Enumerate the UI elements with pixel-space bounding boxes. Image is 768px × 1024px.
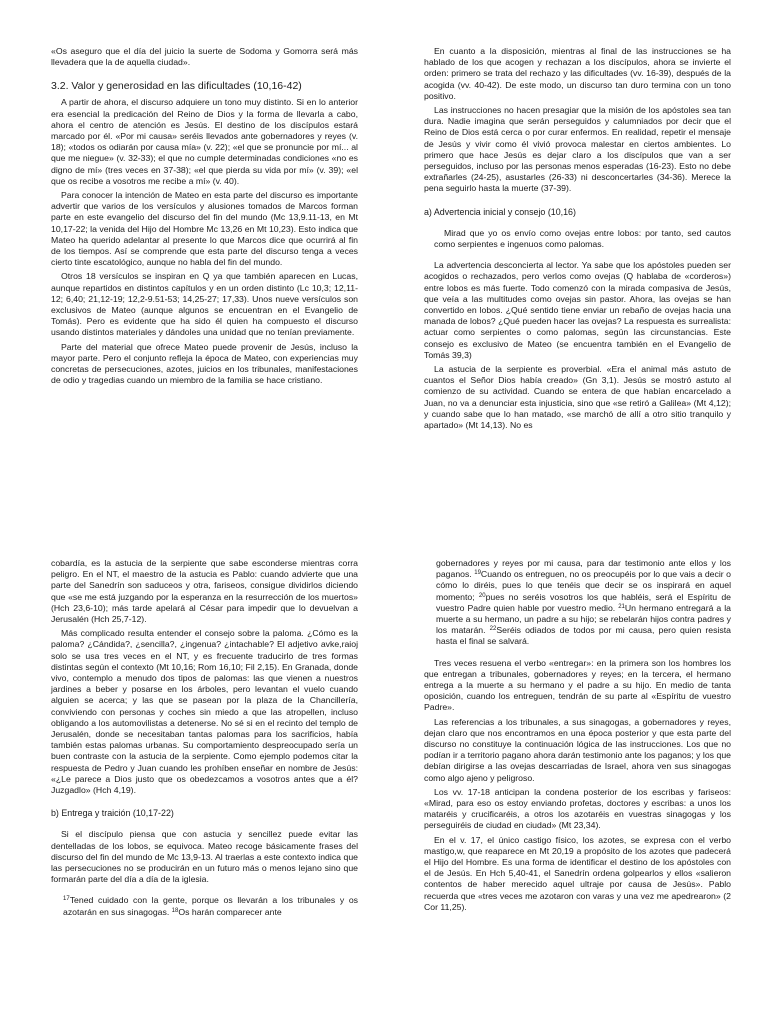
paragraph: La advertencia desconcierta al lector. Ya sabe que los apóstoles pueden ser acogidos o rechazados, pero verlos como ovejas (Q hablaba de «corderos») entre lobos es más fuerte. Todo comenzó con la mirada compasiva de Jesús, que veía a las multitudes como ovejas sin pastor. Ahora, las ovejas se han convertido en lobos. ¿Qué sentido tiene enviar un rebaño de ovejas hacia una manada de lobos? ¿Qué pueden hacer las ovejas? La respuesta es surrealista: actuar como serpientes o como palomas, según las circunstancias. Este consejo es exclusivo de Mateo (se encuentra también en el Evangelio de Tomás 39,3) — [424, 260, 731, 360]
paragraph: Para conocer la intención de Mateo en esta parte del discurso es importante advertir que varios de los versículos y alusiones tomados de Marcos forman parte en este evangelio del discurso del fin del mundo (Mc 13,9.11-13, en Mt 10,17-22; la venida del Hijo del Hombre Mc 13,26 en Mt 10,23). Esto indica que Mateo ha querido adelantar al presente lo que Marcos dice que ocurrirá al fin de los tiempos. Así se comprende que esta parte del discurso tenga a veces cierto tinte escatológico, aunque no habla del fin del mundo. — [51, 190, 358, 268]
paragraph: A partir de ahora, el discurso adquiere un tono muy distinto. Si en lo anterior era esencial la predicación del Reino de Dios y la forma de llevarla a cabo, ahora el centro de atención es Jesús. El destino de los discípulos estará marcado por él. «Por mi causa» seréis llevados ante gobernadores y reyes (v. 18); «todos os odiarán por causa mía» (v. 22); «el que se pronuncie por mí... al que me niegue» (v. 32-33); el que no cumple determinadas condiciones «no es digno de mí» (tres veces en 37-38); «el que pierda su vida por mí» (v. 39); «el que os recibe a vosotros me recibe a mí» (v. 40). — [51, 97, 358, 186]
verse-number: 22 — [489, 626, 497, 633]
paragraph: Las referencias a los tribunales, a sus sinagogas, a gobernadores y reyes, dejan claro que nos encontramos en una época posterior y que esta parte del discurso no constituye la continuación lógica de las instrucciones. Los que no podían ir a territorio pagano ahora darán testimonio ante los paganos; y los que debían dirigirse a las ovejas descarriadas de Israel, ahora ven sus sinagogas como algo ajeno y peligroso. — [424, 716, 731, 783]
column-bottom-left — [51, 558, 358, 921]
bible-quote: Mirad que yo os envío como ovejas entre lobos: por tanto, sed cautos como serpientes e ingenuos como palomas. — [434, 227, 731, 250]
column-top-left — [51, 46, 358, 389]
column-bottom-right — [424, 558, 731, 916]
paragraph: Más complicado resulta entender el consejo sobre la paloma. ¿Cómo es la paloma? ¿Cándida?, ¿sencilla?, ¿ingenua? ¿intachable? El adjetivo avke,raioj solo se usa tres veces en el NT, y es frecuente traducirlo de tres formas distintas según el contexto (Mt 10,16; Rom 16,10; Fil 2,15). En Granada, donde vivo, contemplo a menudo dos tipos de palomas: las que vienen a nuestros jardines a beber y posarse en los árboles, pero levantan el vuelo cuando alguien se acerca; y las que se pasean por la plaza de la Chancillería, conviviendo con personas y coches sin miedo a que las atropellen, incluso obligando a los automovilistas a detenerse. No sé si en el recinto del templo de Jerusalén, donde se necesitaban tantas palomas para los sacrificios, había también estas palomas urbanas. Su comportamiento despreocupado sería un buen contraste con la astucia de la serpiente. Como ejemplo podemos citar la respuesta de Pedro y Juan cuando les prohíben enseñar en nombre de Jesús: «¿Le parece a Dios justo que os obedezcamos a vosotros antes que a él? Juzgadlo» (Hch 4,19). — [51, 628, 358, 796]
verse-text: pues no seréis vosotros los que habléis, será el Espíritu de vuestro Padre quien hable por vuestro medio. — [436, 591, 731, 613]
paragraph: Parte del material que ofrece Mateo puede provenir de Jesús, incluso la mayor parte. Pero el conjunto refleja la época de Mateo, con experiencias muy concretas de persecuciones, azotes, juicios en los tribunales, manifestaciones de odio y tragedias cuando un miembro de la familia se hace cristiano. — [51, 341, 358, 386]
column-top-right — [424, 46, 731, 434]
subsection-heading: b) Entrega y traición (10,17-22) — [51, 808, 174, 819]
paragraph: Los vv. 17-18 anticipan la condena posterior de los escribas y fariseos: «Mirad, para eso os estoy enviando profetas, doctores y escribas: a unos los mataréis y crucificaréis, a otros los azotaréis en vuestras sinagogas y los perseguiréis de ciudad en ciudad» (Mt 23,34). — [424, 786, 731, 831]
paragraph: «Os aseguro que el día del juicio la suerte de Sodoma y Gomorra será más llevadera que la de aquella ciudad». — [51, 46, 358, 68]
paragraph: Si el discípulo piensa que con astucia y sencillez puede evitar las dentelladas de los lobos, se equivoca. Mateo recoge básicamente frases del discurso del fin del mundo de Mc 13,9-13. Al traerlas a este contexto indica que las persecuciones no se producirán en un futuro más o menos lejano sino que formarán parte del día a día de la iglesia. — [51, 829, 358, 885]
verse-number: 17 — [63, 896, 70, 903]
verse-text: Cuando os entreguen, no os preocupéis por lo que vais a decir o cómo lo diréis, pues lo que tenéis que decir se os inspirará en aquel momento; — [436, 569, 731, 602]
verse-number: 20 — [478, 592, 486, 599]
verse-text: Un hermano entregará a la muerte a su hermano, un padre a su hijo; se rebelarán hijos contra padres y los matarán. — [436, 602, 731, 636]
paragraph: La astucia de la serpiente es proverbial. «Era el animal más astuto de cuantos el Señor Dios había creado» (Gn 3,1). Jesús se mostró astuto al comienzo de su actividad. Cuando se entera de que habían encarcelado a Juan, no va a denunciar esta injusticia, sino que «se retiró a Galilea» (Mt 4,12); y cuando sabe que lo han matado, «se marchó de allí a otro sitio tranquilo y apartado» (Mt 14,13). No es — [424, 364, 731, 431]
verse-text: gobernadores y reyes por mi causa, para dar testimonio ante ellos y los paganos. — [436, 558, 731, 580]
paragraph: En el v. 17, el único castigo físico, los azotes, se expresa con el verbo mastigo,w, que reaparece en Mt 20,19 a propósito de los azotes que padecerá el Hijo del Hombre. Es una forma de identificar el destino de los apóstoles con el de Jesús. En Hch 5,40-41, el Sanedrín ordena golpearlos y ellos «salieron contentos de haber merecido aquel ultraje por causa de Jesús». Pablo recuerda que «tres veces me azotaron con varas y una vez me apedrearon» (2 Cor 11,25). — [424, 834, 731, 912]
section-heading: 3.2. Valor y generosidad en las dificultades (10,16-42) — [51, 80, 302, 93]
paragraph: En cuanto a la disposición, mientras al final de las instrucciones se ha hablado de los que acogen y rechazan a los discípulos, ahora se invierte el orden: primero se trata del rechazo y las dificultades (vv. 16-39), después de la acogida (vv. 40-42). De este modo, un discurso tan duro termina con un tono positivo. — [424, 46, 731, 101]
verse-text: Os harán comparecer ante — [178, 906, 282, 917]
subsection-heading: a) Advertencia inicial y consejo (10,16) — [424, 206, 576, 217]
bible-quote — [51, 895, 358, 917]
verse-text: Tened cuidado con la gente, porque os llevarán a los tribunales y os azotarán en sus sinagogas. — [63, 895, 358, 917]
verse-number: 18 — [171, 907, 179, 914]
paragraph: cobardía, es la astucia de la serpiente que sabe esconderse mientras corra peligro. En el NT, el maestro de la astucia es Pablo: cuando advierte que una parte del Sanedrín son saduceos y otra, fariseos, consigue dividirlos diciendo que «se me está juzgando por la esperanza en la resurrección de los muertos» (Hch 23,6-10); más tarde apelará al César para impedir que lo devuelvan a Jerusalén (Hch 25,7-12). — [51, 558, 358, 625]
verse-number: 19 — [474, 570, 481, 577]
verse-text: Seréis odiados de todos por mi causa, pero quien resista hasta el final se salvará. — [436, 625, 732, 647]
paragraph: Las instrucciones no hacen presagiar que la misión de los apóstoles sea tan dura. Nadie imagina que serán perseguidos y calumniados por decir que el Reino de Dios está cerca o por curar enfermos. En realidad, repetir el mensaje de Jesús y vivir como él vivió provoca malestar en ciertos ambientes. Lo primero que hace Jesús es dejar claro a los discípulos que van a ser perseguidos, incluso por las personas menos esperadas (16-23). Esto no debe extrañarles (24-25), asustarles (26-33) ni desconcertarles (34-36). Merece la pena seguirlo hasta la muerte (37-39). — [424, 105, 731, 194]
paragraph: Otros 18 versículos se inspiran en Q ya que también aparecen en Lucas, aunque repartidos en distintos capítulos y en un orden distinto (Lc 10,3; 12,11-12; 6,40; 21,12-19; 12,2-9.51-53; 14,25-27; 17,33). Unos nueve versículos son exclusivos de Mateo (aunque algunos se encuentran en el Evangelio de Tomás). Pero es evidente que ha sido él quien ha compuesto el discurso usando distintos materiales y dándoles una unidad que no tenían previamente. — [51, 271, 358, 338]
bible-quote — [424, 558, 731, 648]
verse-number: 21 — [618, 603, 625, 610]
paragraph: Tres veces resuena el verbo «entregar»: en la primera son los hombres los que entregan a tribunales, gobernadores y reyes; en la tercera, el hermano entrega a la muerte a su hermano y el padre a su hijo. En medio de tanta oposición, cuando los entreguen, tendrán de su parte al «Espíritu de vuestro Padre». — [424, 657, 731, 713]
